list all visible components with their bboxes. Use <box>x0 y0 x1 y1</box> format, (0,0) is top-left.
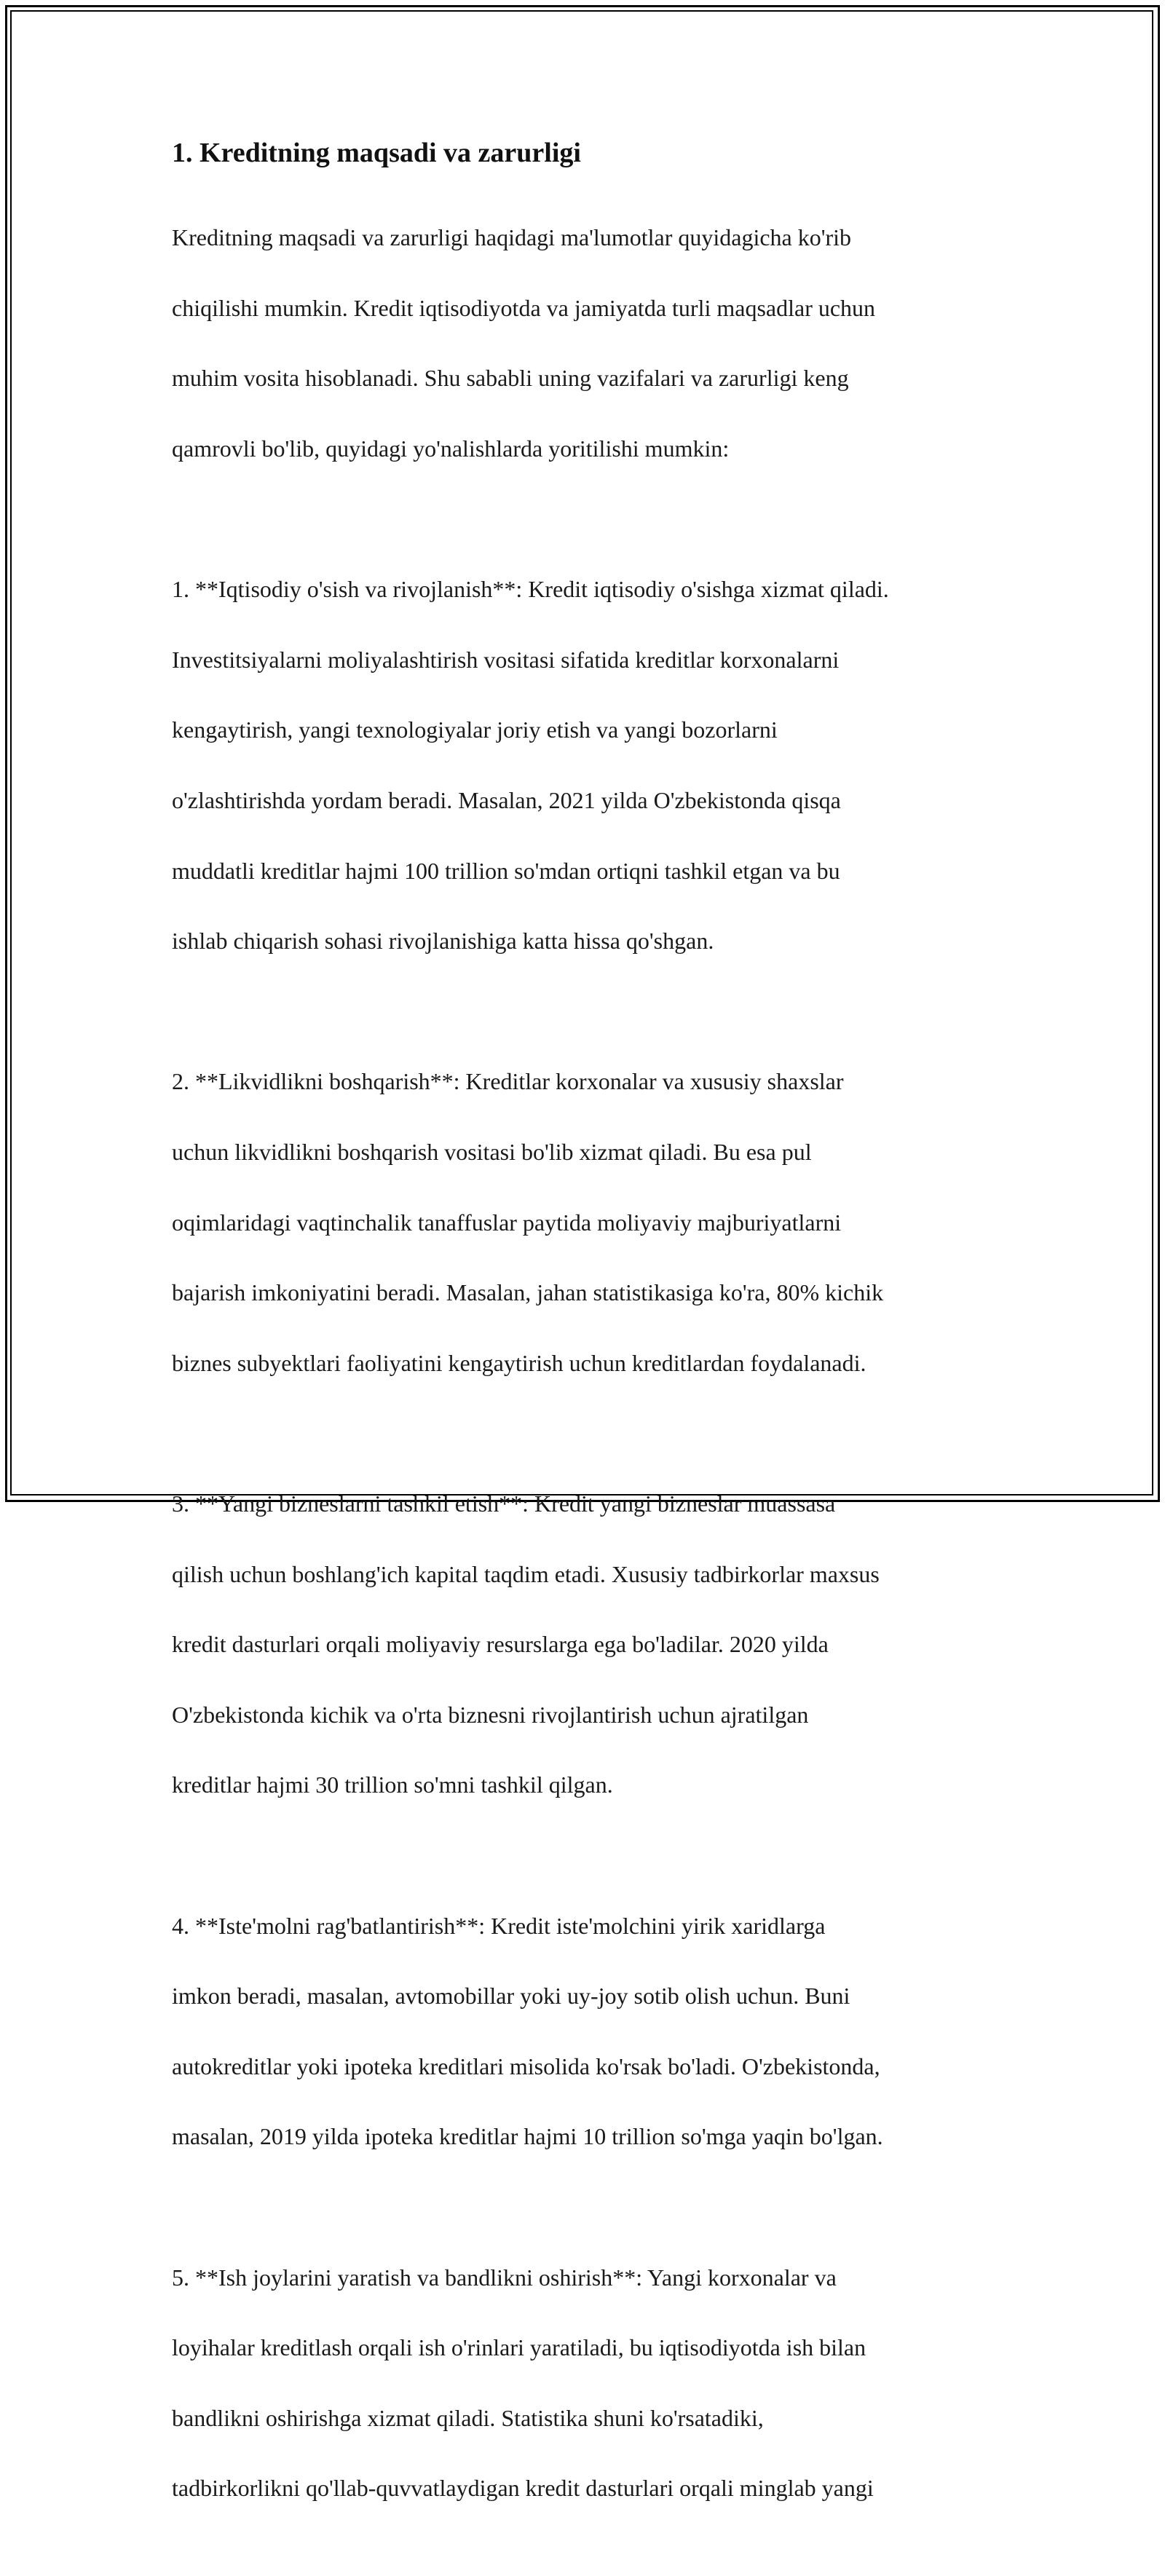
text-line: muhim vosita hisoblanadi. Shu sababli uning vazifalari va zarurligi keng <box>172 365 849 392</box>
text-line: ishlab chiqarish sohasi rivojlanishiga katta hissa qo'shgan. <box>172 928 714 955</box>
text-line: 1. **Iqtisodiy o'sish va rivojlanish**: Kredit iqtisodiy o'sishga xizmat qiladi. <box>172 576 889 603</box>
list-item-liquidity <box>172 1029 1002 1415</box>
text-line: qilish uchun boshlang'ich kapital taqdim etadi. Xususiy tadbirkorlar maxsus <box>172 1560 880 1587</box>
text-line: imkon beradi, masalan, avtomobillar yoki uy-joy sotib olish uchun. Buni <box>172 1983 850 2010</box>
text-line: 5. **Ish joylarini yaratish va bandlikni oshirish**: Yangi korxonalar va <box>172 2264 837 2291</box>
list-item-new-business <box>172 1451 1002 1838</box>
text-line: autokreditlar yoki ipoteka kreditlari misolida ko'rsak bo'ladi. O'zbekistonda, <box>172 2052 880 2079</box>
text-line: biznes subyektlari faoliyatini kengaytirish uchun kreditlardan foydalanadi. <box>172 1349 866 1376</box>
text-line: chiqilishi mumkin. Kredit iqtisodiyotda va jamiyatda turli maqsadlar uchun <box>172 294 876 321</box>
text-line: o'zlashtirishda yordam beradi. Masalan, 2021 yilda O'zbekistonda qisqa <box>172 787 841 814</box>
list-item-economic-growth <box>172 537 1002 994</box>
text-line: bajarish imkoniyatini beradi. Masalan, jahan statistikasiga ko'ra, 80% kichik <box>172 1279 884 1306</box>
text-line: masalan, 2019 yilda ipoteka kreditlar hajmi 10 trillion so'mga yaqin bo'lgan. <box>172 2123 883 2150</box>
paragraph-intro <box>172 185 1002 502</box>
text-line: kengaytirish, yangi texnologiyalar joriy etish va yangi bozorlarni <box>172 716 778 743</box>
list-item-employment <box>172 2224 1002 2541</box>
text-line: 4. **Iste'molni rag'batlantirish**: Kredit iste'molchini yirik xaridlarga <box>172 1912 826 1939</box>
page-title: 1. Kreditning maqsadi va zarurligi <box>172 138 581 168</box>
text-line: tadbirkorlikni qo'llab-quvvatlaydigan kredit dasturlari orqali minglab yangi <box>172 2475 874 2502</box>
text-line: 2. **Likvidlikni boshqarish**: Kreditlar korxonalar va xususiy shaxslar <box>172 1068 844 1095</box>
text-line: kreditlar hajmi 30 trillion so'mni tashkil qilgan. <box>172 1771 613 1798</box>
text-line: muddatli kreditlar hajmi 100 trillion so'mdan ortiqni tashkil etgan va bu <box>172 857 840 884</box>
text-line: bandlikni oshirishga xizmat qiladi. Statistika shuni ko'rsatadiki, <box>172 2404 764 2431</box>
text-line: loyihalar kreditlash orqali ish o'rinlari yaratiladi, bu iqtisodiyotda ish bilan <box>172 2334 866 2361</box>
text-line: qamrovli bo'lib, quyidagi yo'nalishlarda yoritilishi mumkin: <box>172 435 730 462</box>
text-line: 3. **Yangi bizneslarni tashkil etish**: Kredit yangi bizneslar muassasa <box>172 1490 836 1517</box>
text-line: Investitsiyalarni moliyalashtirish vositasi sifatida kreditlar korxonalarni <box>172 646 840 673</box>
list-item-consumption <box>172 1873 1002 2189</box>
document-body <box>172 135 1002 2576</box>
text-line: kredit dasturlari orqali moliyaviy resurslarga ega bo'ladilar. 2020 yilda <box>172 1631 829 1658</box>
text-line: Kreditning maqsadi va zarurligi haqidagi ma'lumotlar quyidagicha ko'rib <box>172 224 852 251</box>
text-line: O'zbekistonda kichik va o'rta biznesni rivojlantirish uchun ajratilgan <box>172 1701 809 1728</box>
text-line: uchun likvidlikni boshqarish vositasi bo'lib xizmat qiladi. Bu esa pul <box>172 1139 812 1166</box>
text-line: oqimlaridagi vaqtinchalik tanaffuslar paytida moliyaviy majburiyatlarni <box>172 1209 842 1236</box>
